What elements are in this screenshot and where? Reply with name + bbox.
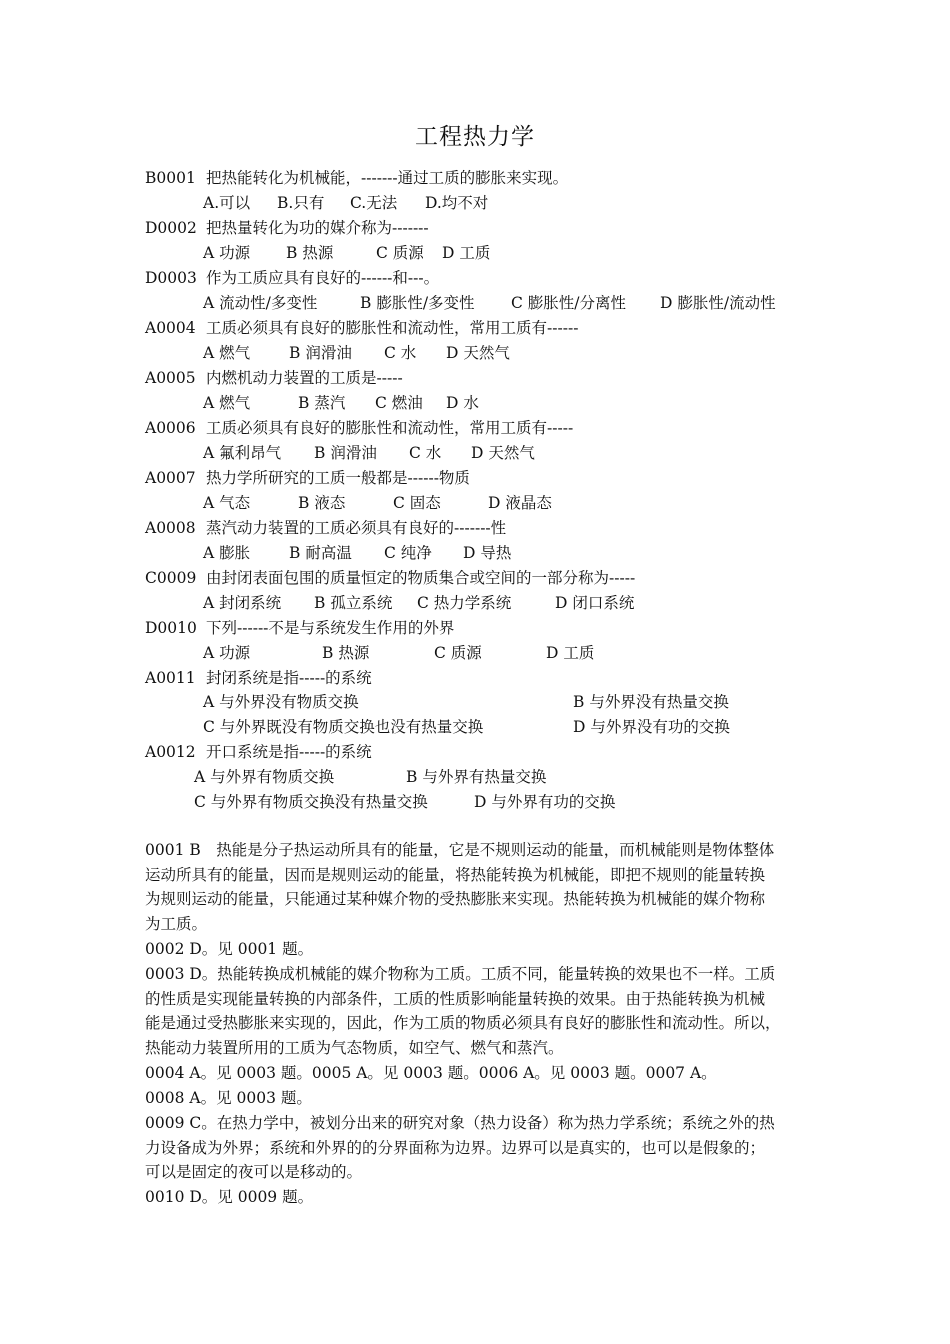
answer-0008 [145,1086,810,1111]
question-code: A0006 [145,419,196,437]
option-b: B 与外界有热量交换 [406,768,547,786]
option-c: C 质源 [434,644,482,662]
option-a: A 膨胀 [203,544,251,562]
question-d0003 [145,266,439,291]
option-b: B 蒸汽 [298,394,346,412]
option-d: D.均不对 [425,194,489,212]
answer-line: 0009 C。在热力学中，被划分出来的研究对象（热力设备）称为热力学系统；系统之外的热 [145,1114,775,1132]
answer-line: 可以是固定的夜可以是移动的。 [145,1163,363,1182]
option-d: D 闭口系统 [555,594,635,612]
option-b: B 与外界没有热量交换 [573,693,729,711]
option-a: A 燃气 [203,344,251,362]
question-c0009 [145,566,635,591]
answer-line: 运动所具有的能量，因而是规则运动的能量，将热能转换为机械能，即把不规则的能量转换 [145,865,766,884]
option-b: B 孤立系统 [314,594,393,612]
option-a: A 封闭系统 [203,594,282,612]
question-stem: 下列------不是与系统发生作用的外界 [206,619,455,637]
question-a0008 [145,516,506,541]
question-code: D0003 [145,269,197,287]
option-d: D 导热 [463,544,512,562]
option-c: C 热力学系统 [417,594,512,612]
option-d: D 与外界没有功的交换 [573,718,730,736]
question-a0012 [145,740,372,765]
answer-line: 0010 D。见 0009 题。 [145,1188,314,1206]
question-stem: 工质必须具有良好的膨胀性和流动性，常用工质有------ [206,319,579,337]
question-stem: 由封闭表面包围的质量恒定的物质集合或空间的一部分称为----- [206,569,636,587]
question-code: C0009 [145,569,197,587]
question-d0010 [145,616,454,641]
option-c: C 水 [384,344,417,362]
question-code: D0010 [145,619,197,637]
option-a: A 功源 [203,644,251,662]
answer-0010 [145,1185,810,1210]
question-code: A0005 [145,369,196,387]
answer-line: 力设备成为外界；系统和外界的的分界面称为边界。边界可以是真实的，也可以是假象的； [145,1138,766,1157]
option-c: C 燃油 [375,394,423,412]
question-a0011 [145,666,372,691]
option-c: C 固态 [393,494,441,512]
option-c: C 与外界既没有物质交换也没有热量交换 [203,718,484,736]
question-code: A0008 [145,519,196,537]
option-b: B 热源 [286,244,334,262]
answer-0003 [145,962,810,1061]
question-stem: 把热量转化为功的媒介称为------- [206,219,429,237]
question-code: B0001 [145,169,196,187]
question-a0005 [145,366,403,391]
answer-line: 的性质是实现能量转换的内部条件，工质的性质影响能量转换的效果。由于热能转换为机械 [145,989,766,1008]
option-d: D 工质 [442,244,491,262]
option-b: B 润滑油 [289,344,352,362]
question-stem: 把热能转化为机械能，-------通过工质的膨胀来实现。 [206,169,569,187]
option-c: C 膨胀性/分离性 [511,294,627,312]
option-c: C 纯净 [384,544,432,562]
question-stem: 作为工质应具有良好的------和---。 [206,269,440,287]
option-a: A 与外界没有物质交换 [203,693,359,711]
answer-line: 0001 B 热能是分子热运动所具有的能量，它是不规则运动的能量，而机械能则是物体整体 [145,841,775,859]
question-code: A0012 [145,743,196,761]
question-a0006 [145,416,573,441]
question-a0007 [145,466,470,491]
question-stem: 内燃机动力装置的工质是----- [206,369,403,387]
question-stem: 热力学所研究的工质一般都是------物质 [206,469,470,487]
answer-line: 能是通过受热膨胀来实现的，因此，作为工质的物质必须具有良好的膨胀性和流动性。所以， [145,1014,781,1033]
answer-line: 0003 D。热能转换成机械能的媒介物称为工质。工质不同，能量转换的效果也不一样。工质 [145,965,776,983]
option-a: A 流动性/多变性 [203,294,318,312]
question-code: A0011 [145,669,196,687]
answer-line: 为规则运动的能量，只能通过某种媒介物的受热膨胀来实现。热能转换为机械能的媒介物称 [145,890,766,909]
answer-0001 [145,838,810,937]
option-b: B 液态 [298,494,346,512]
option-c: C 与外界有物质交换没有热量交换 [194,793,428,811]
question-code: A0004 [145,319,196,337]
option-b: B 膨胀性/多变性 [360,294,475,312]
answer-line: 热能动力装置所用的工质为气态物质，如空气、燃气和蒸汽。 [145,1039,564,1058]
answer-line: 0004 A。见 0003 题。0005 A。见 0003 题。0006 A。见 0003 题。0007 A。 [145,1064,717,1082]
answer-line: 0008 A。见 0003 题。 [145,1089,312,1107]
option-a: A 与外界有物质交换 [194,768,335,786]
option-a: A 功源 [203,244,251,262]
option-a: A 燃气 [203,394,251,412]
question-code: A0007 [145,469,196,487]
option-b: B.只有 [277,194,325,212]
option-d: D 与外界有功的交换 [474,793,616,811]
question-code: D0002 [145,219,197,237]
option-b: B 润滑油 [314,444,377,462]
answer-line: 0002 D。见 0001 题。 [145,940,314,958]
option-c: C 质源 [376,244,424,262]
option-d: D 天然气 [471,444,535,462]
option-b: B 耐高温 [289,544,352,562]
option-d: D 水 [446,394,479,412]
answer-0009 [145,1111,810,1185]
question-d0002 [145,216,429,241]
answer-0004-0007 [145,1061,810,1086]
question-stem: 工质必须具有良好的膨胀性和流动性，常用工质有----- [206,419,574,437]
option-c: C.无法 [350,194,398,212]
option-d: D 液晶态 [488,494,552,512]
answer-line: 为工质。 [145,915,208,934]
question-a0004 [145,316,578,341]
option-a: A 氟利昂气 [203,444,282,462]
option-a: A 气态 [203,494,251,512]
question-stem: 蒸汽动力装置的工质必须具有良好的-------性 [206,519,507,537]
question-stem: 封闭系统是指-----的系统 [206,669,372,687]
question-stem: 开口系统是指-----的系统 [206,743,372,761]
question-b0001 [145,166,568,191]
option-a: A.可以 [203,194,251,212]
document-title: 工程热力学 [415,124,535,150]
option-d: D 膨胀性/流动性 [660,294,776,312]
option-d: D 天然气 [446,344,510,362]
option-d: D 工质 [546,644,595,662]
option-c: C 水 [409,444,442,462]
answer-0002 [145,937,810,962]
option-b: B 热源 [322,644,370,662]
